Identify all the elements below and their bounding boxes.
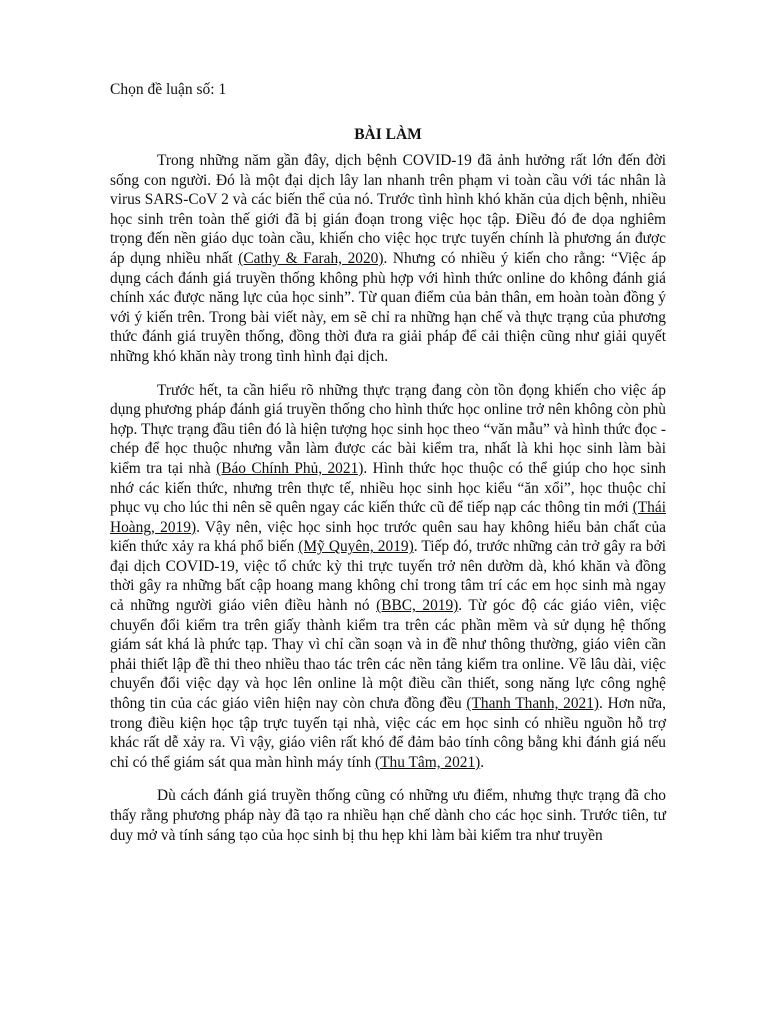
- paragraph-text: . Nhưng có nhiều ý kiến cho rằng: “Việc áp dụng cách đánh giá truyền thống không phù hợp với hình thức online do không đánh giá chính xác được năng lực của học sinh”. Từ quan điểm của bản thân, em hoàn toàn đồng ý với ý kiến trên. Trong bài viết này, em sẽ chỉ ra những hạn chế và thực trạng của phương thức đánh giá truyền thống, đồng thời đưa ra giải pháp để cải thiện cũng như giải quyết những khó khăn này trong tình hình đại dịch.: [110, 249, 667, 365]
- citation: (Thanh Thanh, 2021): [466, 695, 600, 713]
- citation: (Cathy & Farah, 2020): [238, 249, 384, 267]
- paragraph-text: .: [480, 753, 485, 771]
- paragraph-text: . Tiếp đó, trước những cản trở gây ra bởi đại dịch COVID-19, việc tổ chức kỳ thi trực tuyến trở nên dườm dà, khó khăn và đồng thời gây ra những bất cập hoang mang không chỉ trong tâm trí các em học sinh mà ngay cả những người giáo viên điều hành nó: [110, 538, 666, 615]
- citation: (BBC, 2019): [376, 597, 459, 615]
- paragraph-text: Dù cách đánh giá truyền thống cũng có những ưu điểm, nhưng thực trạng đã cho thấy rằng phương pháp này đã tạo ra nhiều hạn chế dành cho các học sinh. Trước tiên, tư duy mở và tính sáng tạo của học sinh bị thu hẹp khi làm bài kiểm tra như truyền: [110, 787, 666, 844]
- paragraph-text: Trước hết, ta cần hiểu rõ những thực trạng đang còn tồn đọng khiến cho việc áp dụng phương pháp đánh giá truyền thống cho hình thức học online trở nên không còn phù hợp. Thực trạng đầu tiên đó là hiện tượng học sinh học theo “văn mẫu” và hình thức đọc - chép để học thuộc nhưng vẫn làm được các bài kiểm tra, nhất là khi học sinh làm bài kiểm tra tại nhà: [110, 381, 666, 477]
- essay-paragraph: [110, 151, 666, 367]
- essay-heading: BÀI LÀM: [354, 126, 422, 143]
- essay-body: [110, 151, 666, 845]
- essay-paragraph: [110, 381, 666, 773]
- paragraph-text: Trong những năm gần đây, dịch bệnh COVID-19 đã ảnh hưởng rất lớn đến đời sống con người. Đó là một đại dịch lây lan nhanh trên phạm vi toàn cầu với tác nhân là virus SARS-CoV 2 và các biến thể của nó. Trước tình hình khó khăn của dịch bệnh, nhiều học sinh trên toàn thế giới đã bị gián đoạn trong việc học tập. Điều đó đe dọa nghiêm trọng đến nền giáo dục toàn cầu, khiến cho việc học trực tuyến chính là phương án được áp dụng nhiều nhất: [110, 152, 666, 267]
- paragraph-text: . Hơn nữa, trong điều kiện học tập trực tuyến tại nhà, việc các em học sinh có nhiều nguồn hỗ trợ khác rất dễ xảy ra. Vì vậy, giáo viên rất khó để đảm bảo tính công bằng khi đánh giá nếu chỉ có thể giám sát qua màn hình máy tính: [110, 695, 666, 771]
- essay-paragraph: [110, 786, 666, 845]
- citation: (Thu Tâm, 2021): [375, 753, 481, 771]
- document-page: [110, 80, 666, 859]
- paragraph-text: . Vậy nên, việc học sinh học trước quên sau hay không hiểu bản chất của kiến thức xảy ra khá phổ biến: [110, 518, 666, 556]
- paragraph-text: . Hình thức học thuộc có thể giúp cho học sinh nhớ các kiến thức, nhưng trên thực tế, nhiều học sinh học kiểu “ăn xổi”, học thuộc chỉ phục vụ cho lúc thi nên sẽ quên ngay các kiến thức cũ để tiếp nạp các thông tin mới: [110, 459, 666, 517]
- citation: (Báo Chính Phủ, 2021): [216, 459, 364, 477]
- paragraph-text: . Từ góc độ các giáo viên, việc chuyển đổi kiểm tra trên giấy thành kiểm tra trên các phần mềm và sử dụng hệ thống giám sát khá là phức tạp. Thay vì chỉ cần soạn và in đề như thông thường, giáo viên cần phải thiết lập đề thi theo nhiều thao tác trên các nền tảng kiểm tra online. Về lâu dài, việc chuyển đổi việc dạy và học lên online là một điều cần thiết, song năng lực công nghệ thông tin của các giáo viên hiện nay còn chưa đồng đều: [110, 597, 666, 713]
- citation: (Thái Hoàng, 2019): [110, 499, 666, 536]
- topic-line: Chọn đề luận số: 1: [110, 81, 227, 98]
- citation: (Mỹ Quyên, 2019): [298, 538, 414, 556]
